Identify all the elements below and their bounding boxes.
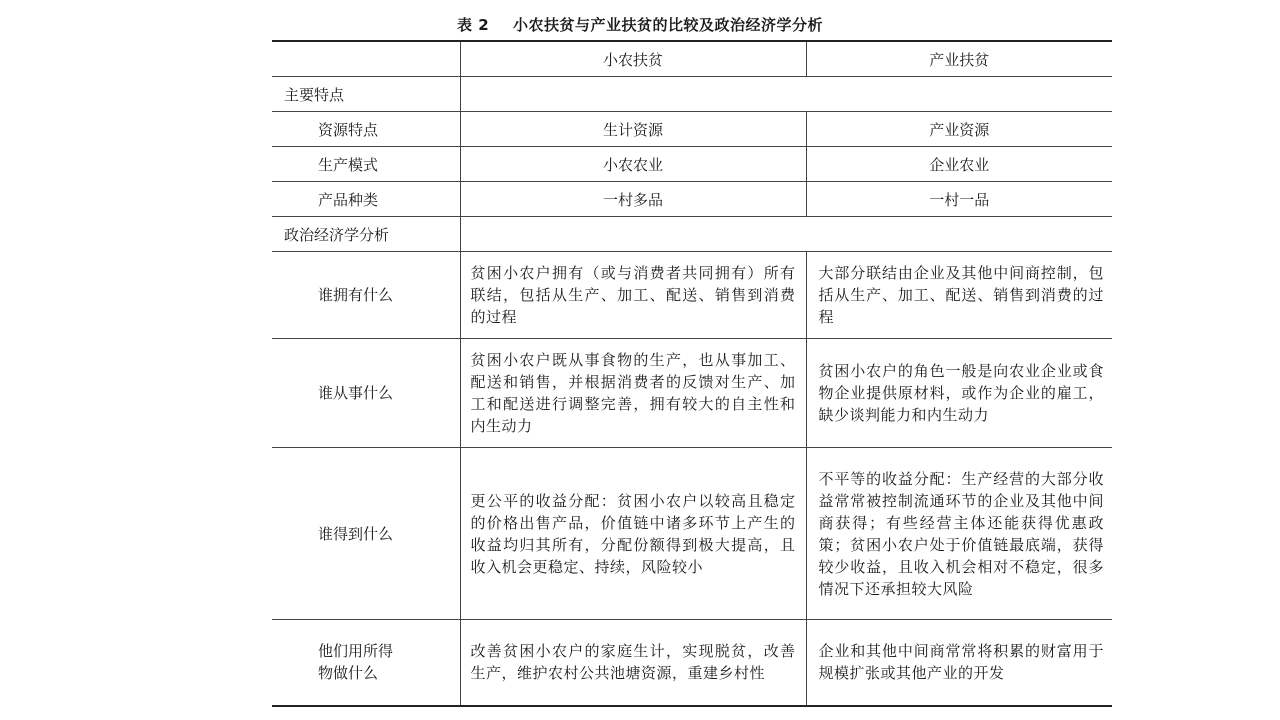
table-row (272, 448, 1112, 620)
header-small-farmer: 小农扶贫 (460, 41, 806, 77)
row-label: 资源特点 (272, 112, 460, 147)
industry-cell: 产业资源 (806, 112, 1112, 147)
row-label: 产品种类 (272, 182, 460, 217)
table-row (272, 182, 1112, 217)
section-label: 主要特点 (272, 77, 460, 112)
industry-cell: 企业和其他中间商常常将积累的财富用于规模扩张或其他产业的开发 (806, 620, 1112, 706)
small-farmer-cell: 更公平的收益分配：贫困小农户以较高且稳定的价格出售产品，价值链中诸多环节上产生的收益均归其所有，分配份额得到极大提高，且收入机会更稳定、持续，风险较小 (460, 448, 806, 620)
industry-cell: 大部分联结由企业及其他中间商控制，包括从生产、加工、配送、销售到消费的过程 (806, 252, 1112, 339)
table-title: 小农扶贫与产业扶贫的比较及政治经济学分析 (512, 16, 823, 34)
small-farmer-cell: 贫困小农户拥有（或与消费者共同拥有）所有联结，包括从生产、加工、配送、销售到消费的过程 (460, 252, 806, 339)
row-label: 谁得到什么 (272, 448, 460, 620)
table-row (272, 147, 1112, 182)
industry-cell: 贫困小农户的角色一般是向农业企业或食物企业提供原材料，或作为企业的雇工，缺少谈判能力和内生动力 (806, 339, 1112, 448)
industry-cell: 不平等的收益分配：生产经营的大部分收益常常被控制流通环节的企业及其他中间商获得；有些经营主体还能获得优惠政策；贫困小农户处于价值链最底端，获得较少收益，且收入机会相对不稳定，很多情况下还承担较大风险 (806, 448, 1112, 620)
table-row (272, 339, 1112, 448)
header-industry: 产业扶贫 (806, 41, 1112, 77)
small-farmer-cell: 小农农业 (460, 147, 806, 182)
industry-cell: 企业农业 (806, 147, 1112, 182)
table-header-row (272, 41, 1112, 77)
table-number: 表 2 (457, 16, 490, 34)
table-row (272, 252, 1112, 339)
table-row (272, 620, 1112, 706)
small-farmer-cell: 改善贫困小农户的家庭生计，实现脱贫，改善生产，维护农村公共池塘资源，重建乡村性 (460, 620, 806, 706)
small-farmer-cell: 一村多品 (460, 182, 806, 217)
section-row (272, 77, 1112, 112)
table-caption (0, 14, 1280, 35)
small-farmer-cell: 生计资源 (460, 112, 806, 147)
industry-cell: 一村一品 (806, 182, 1112, 217)
header-empty-cell (272, 41, 460, 77)
row-label: 谁拥有什么 (272, 252, 460, 339)
section-label: 政治经济学分析 (272, 217, 460, 252)
section-empty-cell (460, 77, 1112, 112)
comparison-table (272, 40, 1112, 707)
small-farmer-cell: 贫困小农户既从事食物的生产，也从事加工、配送和销售，并根据消费者的反馈对生产、加工和配送进行调整完善，拥有较大的自主性和内生动力 (460, 339, 806, 448)
table-row (272, 112, 1112, 147)
section-empty-cell (460, 217, 1112, 252)
row-label: 他们用所得物做什么 (272, 620, 460, 706)
section-row (272, 217, 1112, 252)
row-label: 生产模式 (272, 147, 460, 182)
row-label: 谁从事什么 (272, 339, 460, 448)
